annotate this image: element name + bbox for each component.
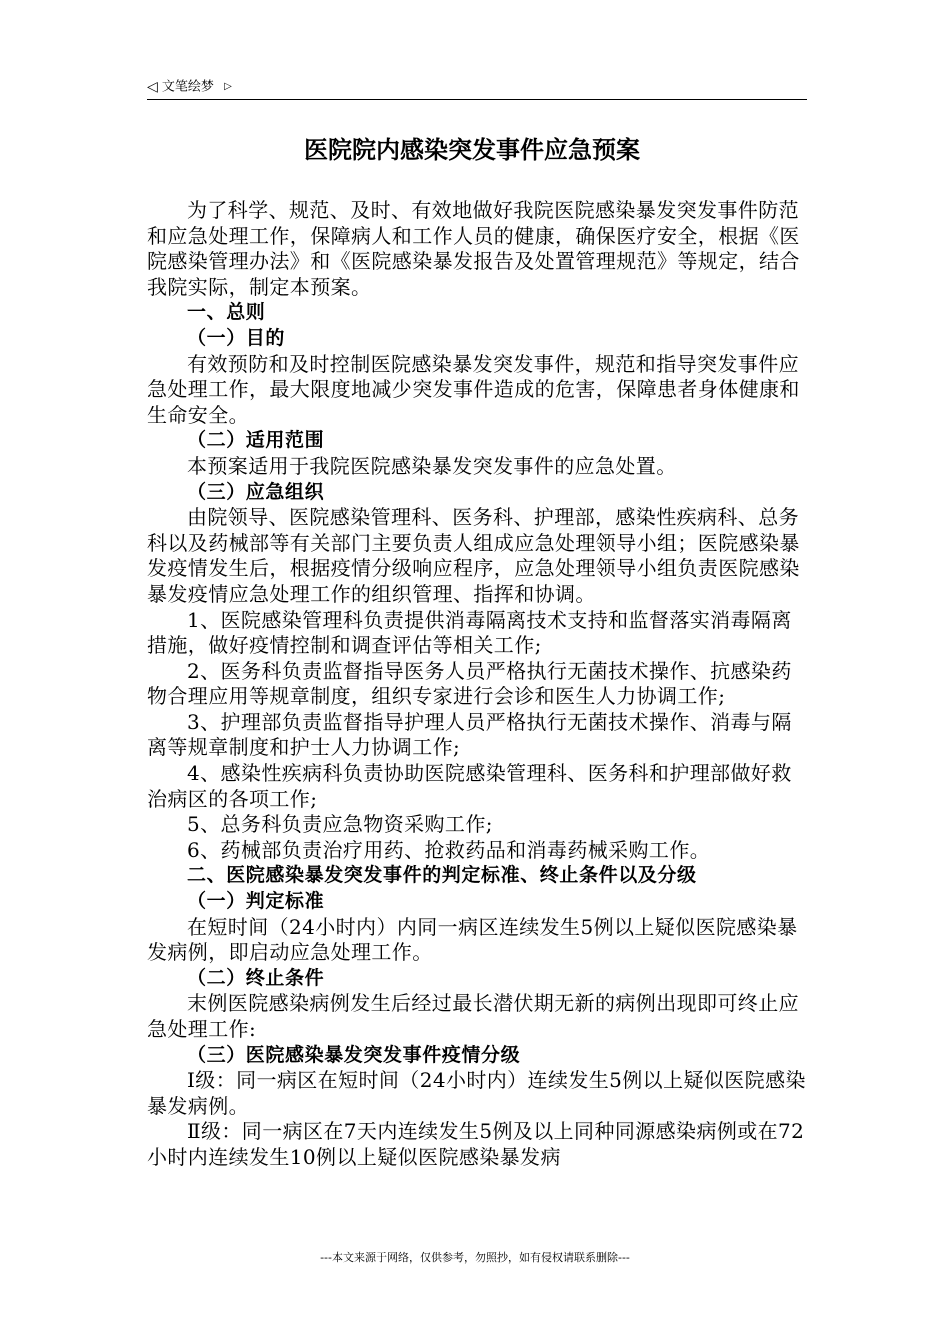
body-paragraph: 末例医院感染病例发生后经过最长潜伏期无新的病例出现即可终止应急处理工作: xyxy=(147,991,799,1041)
body-paragraph: 由院领导、医院感染管理科、医务科、护理部，感染性疾病科、总务科以及药械部等有关部门主要负责人组成应急处理领导小组；医院感染暴发疫情发生后，根据疫情分级响应程序，应急处理领导小组负责医院感染暴发疫情应急处理工作的组织管理、指挥和协调。 xyxy=(147,505,800,606)
header-text: 文笔绘梦 xyxy=(161,79,214,95)
body-paragraph: Ⅰ级：同一病区在短时间（24小时内）连续发生5例以上疑似医院感染暴发病例。 xyxy=(147,1068,806,1118)
body-paragraph: 5、总务科负责应急物资采购工作; xyxy=(187,812,493,837)
section-heading: （二）适用范围 xyxy=(187,429,325,452)
body-paragraph: Ⅱ级：同一病区在7天内连续发生5例及以上同种同源感染病例或在72小时内连续发生10例以上疑似医院感染暴发病 xyxy=(147,1119,805,1169)
body-paragraph: 有效预防和及时控制医院感染暴发突发事件，规范和指导突发事件应急处理工作，最大限度地减少突发事件造成的危害，保障患者身体健康和生命安全。 xyxy=(147,351,800,427)
body-paragraph: 1、医院感染管理科负责提供消毒隔离技术支持和监督落实消毒隔离措施，做好疫情控制和调查评估等相关工作; xyxy=(147,607,792,658)
left-triangle-icon: ◁ xyxy=(147,79,158,95)
section-heading: （一）判定标准 xyxy=(187,890,325,913)
section-heading: （一）目的 xyxy=(187,326,286,349)
section-heading: （三）医院感染暴发突发事件疫情分级 xyxy=(187,1043,521,1066)
section-heading: 二、医院感染暴发突发事件的判定标准、终止条件以及分级 xyxy=(187,864,697,887)
page-footer: ---本文来源于网络，仅供参考，勿照抄，如有侵权请联系删除--- xyxy=(320,1251,630,1264)
body-paragraph: 3、护理部负责监督指导护理人员严格执行无菌技术操作、消毒与隔离等规章制度和护士人力协调工作; xyxy=(147,709,792,760)
section-heading: 一、总则 xyxy=(187,301,266,324)
body-paragraph: 为了科学、规范、及时、有效地做好我院医院感染暴发突发事件防范和应急处理工作，保障病人和工作人员的健康，确保医疗安全，根据《医院感染管理办法》和《医院感染暴发报告及处置管理规范》等规定，结合我院实际，制定本预案。 xyxy=(147,198,800,299)
header-rule xyxy=(147,99,807,100)
body-paragraph: 6、药械部负责治疗用药、抢救药品和消毒药械采购工作。 xyxy=(187,837,711,862)
body-paragraph: 2、医务科负责监督指导医务人员严格执行无菌技术操作、抗感染药物合理应用等规章制度，组织专家进行会诊和医生人力协调工作; xyxy=(147,658,792,709)
document-body xyxy=(147,198,811,1171)
document-title: 医院院内感染突发事件应急预案 xyxy=(304,136,640,164)
section-heading: （三）应急组织 xyxy=(187,480,325,503)
section-heading: （二）终止条件 xyxy=(187,966,325,989)
running-header xyxy=(147,76,807,98)
body-paragraph: 本预案适用于我院医院感染暴发突发事件的应急处置。 xyxy=(187,453,677,478)
body-paragraph: 在短时间（24小时内）内同一病区连续发生5例以上疑似医院感染暴发病例，即启动应急处理工作。 xyxy=(147,914,798,965)
right-triangle-icon: ▷ xyxy=(224,81,232,92)
body-paragraph: 4、感染性疾病科负责协助医院感染管理科、医务科和护理部做好救治病区的各项工作; xyxy=(147,761,792,811)
